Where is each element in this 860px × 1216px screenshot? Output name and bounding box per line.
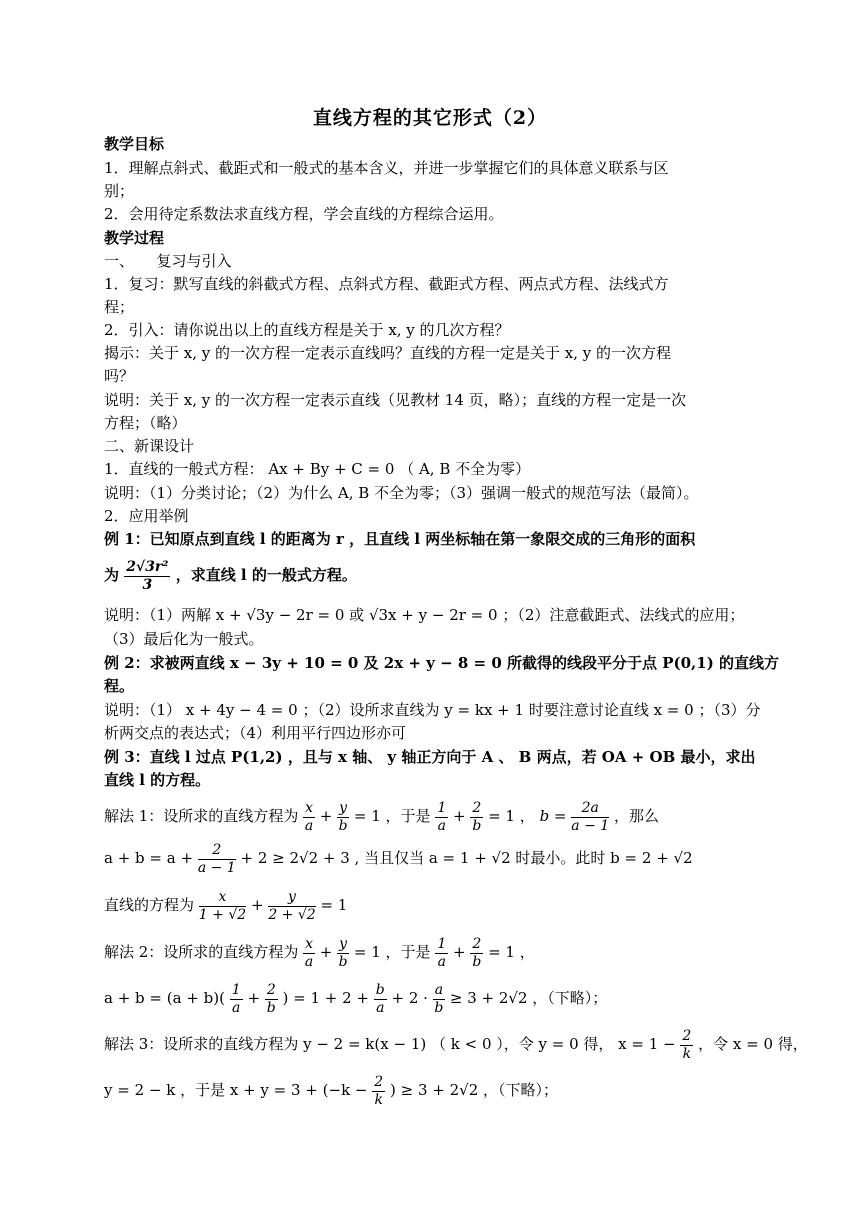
fraction-den: a − 1: [197, 859, 236, 876]
solution-line: [104, 796, 659, 836]
fraction-num: 2√3r²: [126, 558, 169, 575]
text-line: 一、 复习与引入: [104, 252, 232, 270]
fraction-den: b: [472, 817, 482, 834]
fraction-num: x: [199, 889, 246, 907]
text-line: 揭示：关于 x, y 的一次方程一定表示直线吗？直线的方程一定是关于 x, y 的一次方程: [104, 344, 672, 362]
text-line: [104, 548, 357, 602]
text-line: 2．会用待定系数法求直线方程，学会直线的方程综合运用。: [104, 205, 504, 223]
fraction-num: b: [375, 981, 385, 998]
plus-sign: +: [250, 896, 264, 914]
fraction-den: a: [304, 953, 314, 970]
plus-sign: +: [453, 943, 466, 961]
fraction-num: x: [305, 935, 314, 952]
solution-line: [104, 1024, 808, 1064]
text-fragment: a + b = a +: [104, 849, 194, 867]
fraction-den: a: [232, 999, 241, 1016]
fraction-den: a: [437, 953, 446, 970]
fraction-den: a: [437, 817, 446, 834]
text-fragment: ) ≥ 3 + 2√2 ，（下略）；: [389, 1081, 559, 1099]
solution-line: [104, 1070, 558, 1110]
fraction-den: a: [304, 817, 314, 834]
fraction-num: 2: [266, 981, 276, 998]
fraction-num: 1: [231, 981, 241, 998]
text-line: 说明：（1）分类讨论；（2）为什么 A, B 不全为零；（3）强调一般式的规范写法（最简）。: [104, 484, 699, 502]
section-heading: 教学目标: [104, 135, 165, 153]
text-fragment: y = 2 − k ，于是 x + y = 3 + (−k −: [104, 1081, 368, 1099]
fraction-num: 1: [437, 799, 447, 816]
fraction-num: 2a: [571, 800, 609, 818]
fraction-den: b: [338, 953, 348, 970]
fraction-den: a − 1: [571, 817, 610, 834]
fraction-den: 3: [142, 576, 153, 593]
text-fragment: ≥ 3 + 2√2 ，（下略）；: [449, 989, 608, 1007]
text-line: 1．直线的一般式方程： Ax + By + C = 0 （ A, B 不全为零）: [104, 460, 531, 478]
text-fragment: ，: [519, 807, 535, 825]
example-heading: 例 3：直线 l 过点 P(1,2) ，且与 x 轴、 y 轴正方向于 A 、 B 两点，若 OA + OB 最小，求出: [104, 748, 756, 766]
text-line: 二、新课设计: [104, 437, 195, 455]
text-line: 说明：（1） x + 4y − 4 = 0 ；（2）设所求直线为 y = kx + 1 时要注意讨论直线 x = 0 ；（3）分: [104, 701, 761, 719]
text-fragment: ，于是: [385, 943, 431, 961]
example-heading: 例 1：已知原点到直线 l 的距离为 r ，且直线 l 两坐标轴在第一象限交成的三角形的面积: [104, 530, 696, 548]
plus-sign: +: [319, 807, 333, 825]
fraction-num: y: [339, 935, 348, 952]
plus-sign: +: [453, 807, 466, 825]
fraction-den: b: [266, 999, 276, 1016]
text-fragment: 解法 2：设所求的直线方程为: [104, 943, 299, 961]
text-fragment: + 2 ≥ 2√2 + 3 , 当且仅当 a = 1 + √2 时最小。此时 b = 2 + √2: [240, 849, 693, 867]
solution-line: [104, 978, 607, 1018]
fraction-area: [124, 559, 170, 594]
text-line: 1．复习：默写直线的斜截式方程、点斜式方程、截距式方程、两点式方程、法线式方: [104, 275, 669, 293]
plus-sign: +: [319, 943, 333, 961]
text-fragment: ，于是: [385, 807, 431, 825]
fraction-num: a: [434, 981, 444, 998]
fraction-num: 2: [472, 935, 482, 952]
text-fragment: 解法 1：设所求的直线方程为: [104, 807, 299, 825]
text-line: 析两交点的表达式；（4）利用平行四边形亦可: [104, 724, 407, 742]
equals-one: = 1: [488, 943, 515, 961]
text-line: 2．应用举例: [104, 507, 189, 525]
fraction-num: 2: [198, 842, 236, 860]
section-heading: 教学过程: [104, 229, 165, 247]
fraction-den: b: [434, 999, 444, 1016]
fraction-den: 1 + √2: [198, 906, 247, 923]
fraction-den: b: [338, 817, 348, 834]
fraction-num: 2: [374, 1073, 384, 1090]
text-line: 吗？: [104, 367, 135, 385]
fraction-num: 2: [472, 799, 482, 816]
fraction-num: 2: [682, 1027, 692, 1044]
text-fragment: ，令 x = 0 得，: [698, 1035, 808, 1053]
text-fragment: ) = 1 + 2 +: [282, 989, 369, 1007]
solution-line: [104, 838, 693, 878]
text-line: 2．引入：请你说出以上的直线方程是关于 x, y 的几次方程？: [104, 321, 510, 339]
text-line: 程；: [104, 298, 135, 316]
text-line: （3）最后化为一般式。: [104, 630, 264, 648]
text-line: 说明：关于 x, y 的一次方程一定表示直线（见教材 14 页，略）；直线的方程一定是一次: [104, 391, 687, 409]
text-line: 方程；（略）: [104, 414, 187, 432]
text-line: 别；: [104, 182, 135, 200]
text-fragment: = 1: [320, 896, 348, 914]
fraction-num: y: [268, 889, 315, 907]
fraction-den: k: [374, 1091, 383, 1108]
text-line: 1．理解点斜式、截距式和一般式的基本含义，并进一步掌握它们的具体意义联系与区: [104, 159, 669, 177]
fraction-den: k: [682, 1045, 692, 1062]
fraction-den: 2 + √2: [268, 906, 316, 923]
text-line: 程。: [104, 677, 135, 695]
text-fragment: + 2 ·: [391, 989, 428, 1007]
text-fragment: 解法 3：设所求的直线方程为 y − 2 = k(x − 1) （ k < 0 ），令 y = 0 得， x = 1 −: [104, 1035, 676, 1053]
plus-sign: +: [247, 989, 261, 1007]
equals-one: = 1: [353, 807, 381, 825]
fraction-den: a: [376, 999, 385, 1016]
text-fragment: 为: [104, 566, 120, 584]
text-fragment: ，那么: [613, 807, 659, 825]
equals-one: = 1: [488, 807, 515, 825]
text-line: 说明：（1）两解 x + √3y − 2r = 0 或 √3x + y − 2r = 0 ；（2）注意截距式、法线式的应用；: [104, 606, 745, 624]
page-title: 直线方程的其它形式（2）: [312, 107, 548, 129]
text-fragment: 直线的方程为: [104, 896, 195, 914]
fraction-num: y: [339, 799, 348, 816]
fraction-num: 1: [437, 935, 447, 952]
text-line: 直线 l 的方程。: [104, 771, 211, 789]
text-fragment: a + b = (a + b)(: [104, 989, 225, 1007]
solution-line: [104, 885, 347, 925]
equals-one: = 1: [353, 943, 381, 961]
equation-lhs: b =: [539, 807, 567, 825]
text-fragment: ，求直线 l 的一般式方程。: [175, 566, 357, 584]
fraction-num: x: [305, 799, 314, 816]
fraction-den: b: [472, 953, 482, 970]
text-fragment: ，: [519, 943, 535, 961]
example-heading: 例 2：求被两直线 x − 3y + 10 = 0 及 2x + y − 8 = 0 所截得的线段平分于点 P(0,1) 的直线方: [104, 654, 780, 672]
solution-line: [104, 932, 535, 972]
